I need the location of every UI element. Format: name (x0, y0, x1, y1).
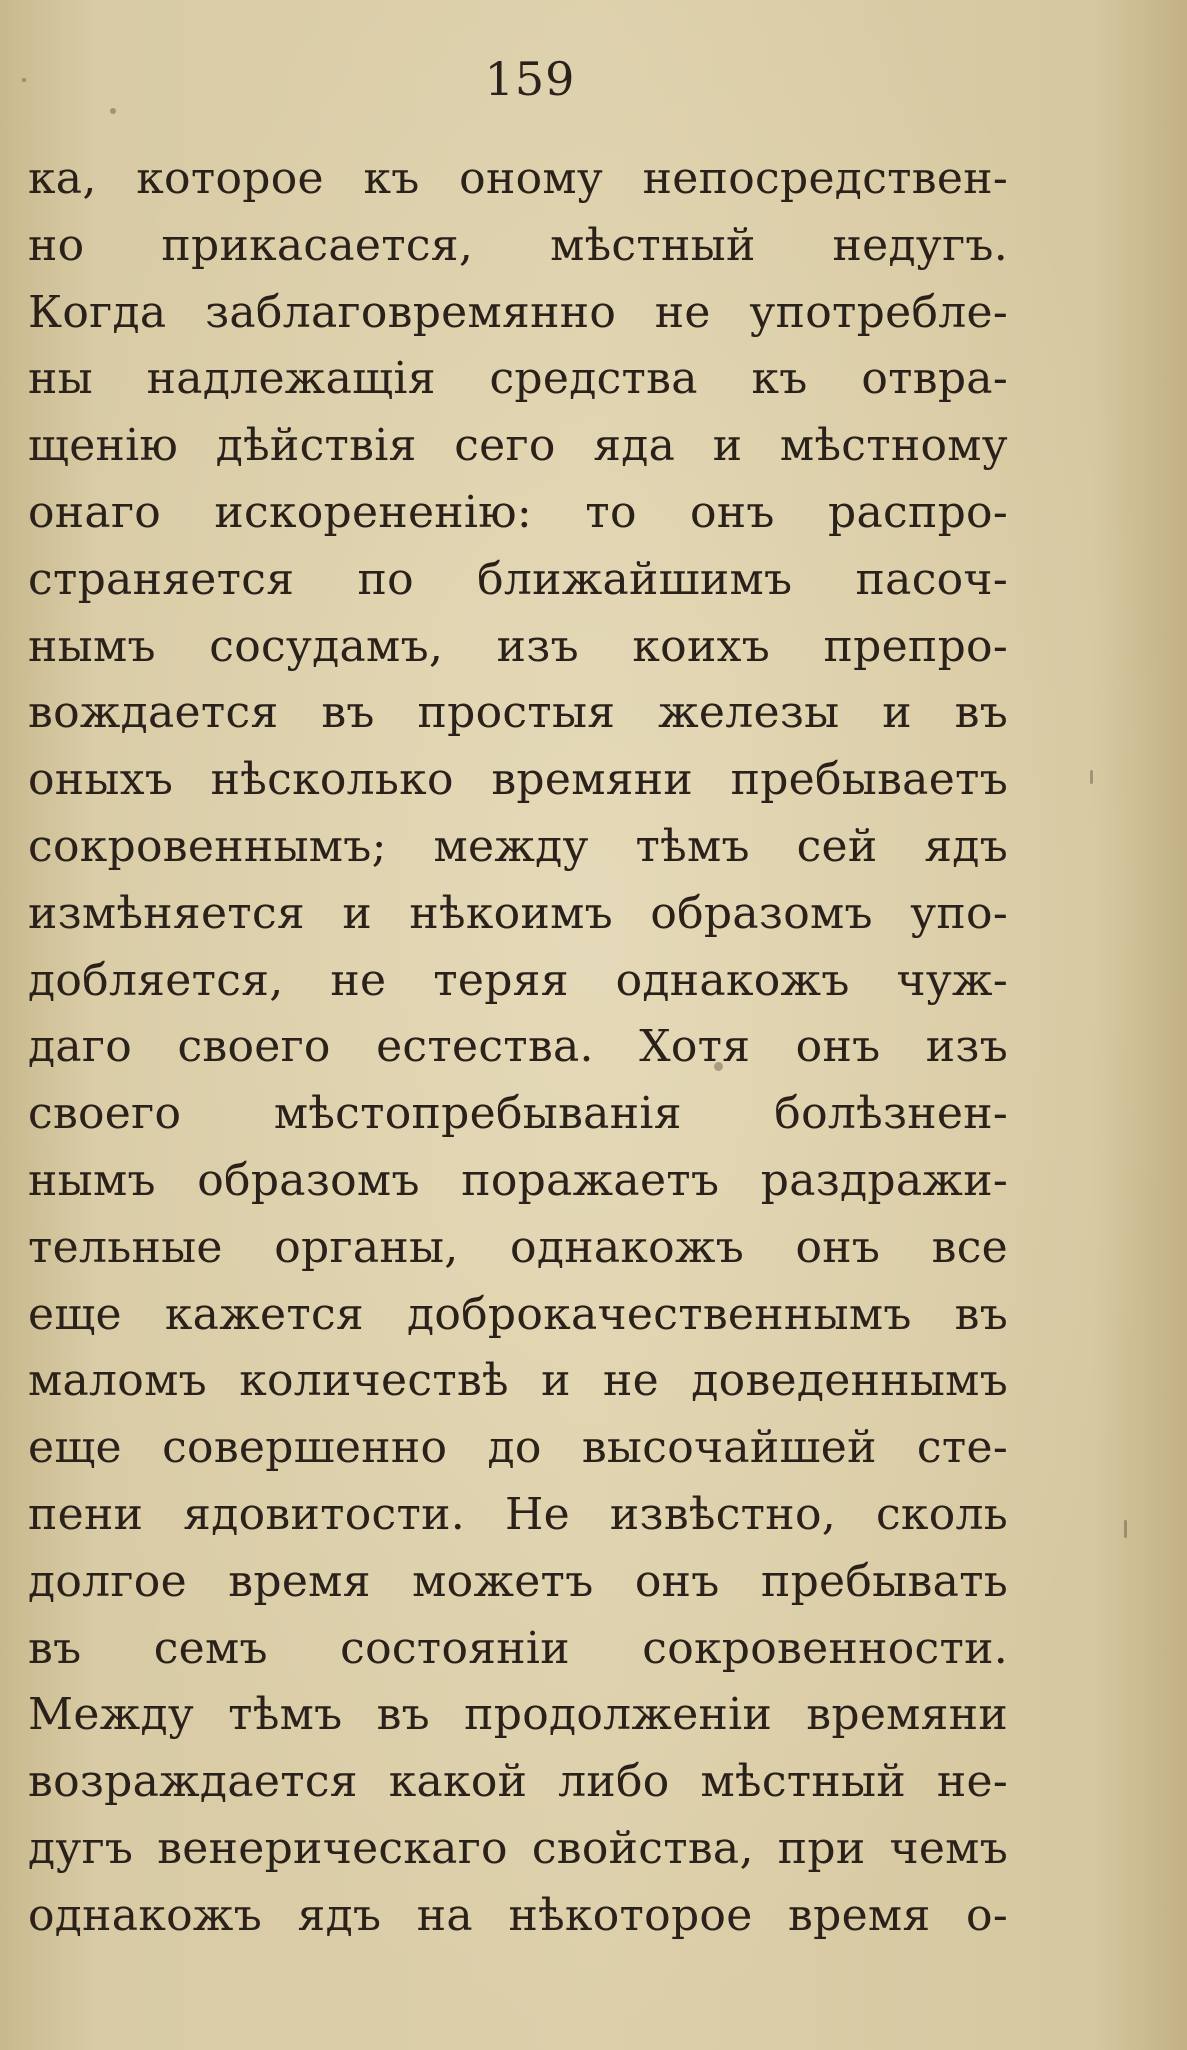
text-line: возраждается какой либо мѣстный не- (28, 1756, 1008, 1808)
text-line: оныхъ нѣсколько времяни пребываетъ (28, 754, 1008, 806)
paper-speck (110, 108, 116, 114)
text-line: еще совершенно до высочайшей сте- (28, 1422, 1008, 1474)
page-number: 159 (484, 52, 576, 106)
text-line: однакожъ ядъ на нѣкоторое время о- (28, 1889, 1008, 1941)
body-text (28, 146, 1008, 1950)
text-line: долгое время можетъ онъ пребывать (28, 1555, 1008, 1607)
text-line: вождается въ простыя железы и въ (28, 687, 1008, 739)
text-line: еще кажется доброкачественнымъ въ (28, 1288, 1008, 1340)
paper-speck (1124, 1520, 1127, 1538)
text-line: ны надлежащія средства къ отвра- (28, 353, 1008, 405)
text-line: пени ядовитости. Не извѣстно, сколь (28, 1488, 1008, 1540)
text-line: Между тѣмъ въ продолженіи времяни (28, 1689, 1008, 1741)
paper-speck (714, 1062, 723, 1071)
text-line: дугъ венерическаго свойства, при чемъ (28, 1822, 1008, 1874)
text-line: Когда заблаговремянно не употребле- (28, 286, 1008, 338)
text-line: измѣняется и нѣкоимъ образомъ упо- (28, 887, 1008, 939)
text-line: въ семъ состояніи сокровенности. (28, 1622, 1008, 1674)
text-line: своего мѣстопребыванія болѣзнен- (28, 1088, 1008, 1140)
text-line: щенію дѣйствія сего яда и мѣстному (28, 420, 1008, 472)
text-line: но прикасается, мѣстный недугъ. (28, 219, 1008, 271)
text-line: нымъ сосудамъ, изъ коихъ препро- (28, 620, 1008, 672)
text-line: даго своего естества. Хотя онъ изъ (28, 1021, 1008, 1073)
text-line: онаго искорененію: то онъ распро- (28, 486, 1008, 538)
text-line: маломъ количествѣ и не доведеннымъ (28, 1355, 1008, 1407)
paper-speck (1090, 770, 1093, 784)
paper-speck (22, 78, 26, 82)
text-line: нымъ образомъ поражаетъ раздражи- (28, 1154, 1008, 1206)
text-line: страняется по ближайшимъ пасоч- (28, 553, 1008, 605)
text-line: тельные органы, однакожъ онъ все (28, 1221, 1008, 1273)
text-line: ка, которое къ оному непосредствен- (28, 153, 1008, 204)
text-line: добляется, не теряя однакожъ чуж- (28, 954, 1008, 1006)
text-line: сокровеннымъ; между тѣмъ сей ядъ (28, 820, 1008, 872)
